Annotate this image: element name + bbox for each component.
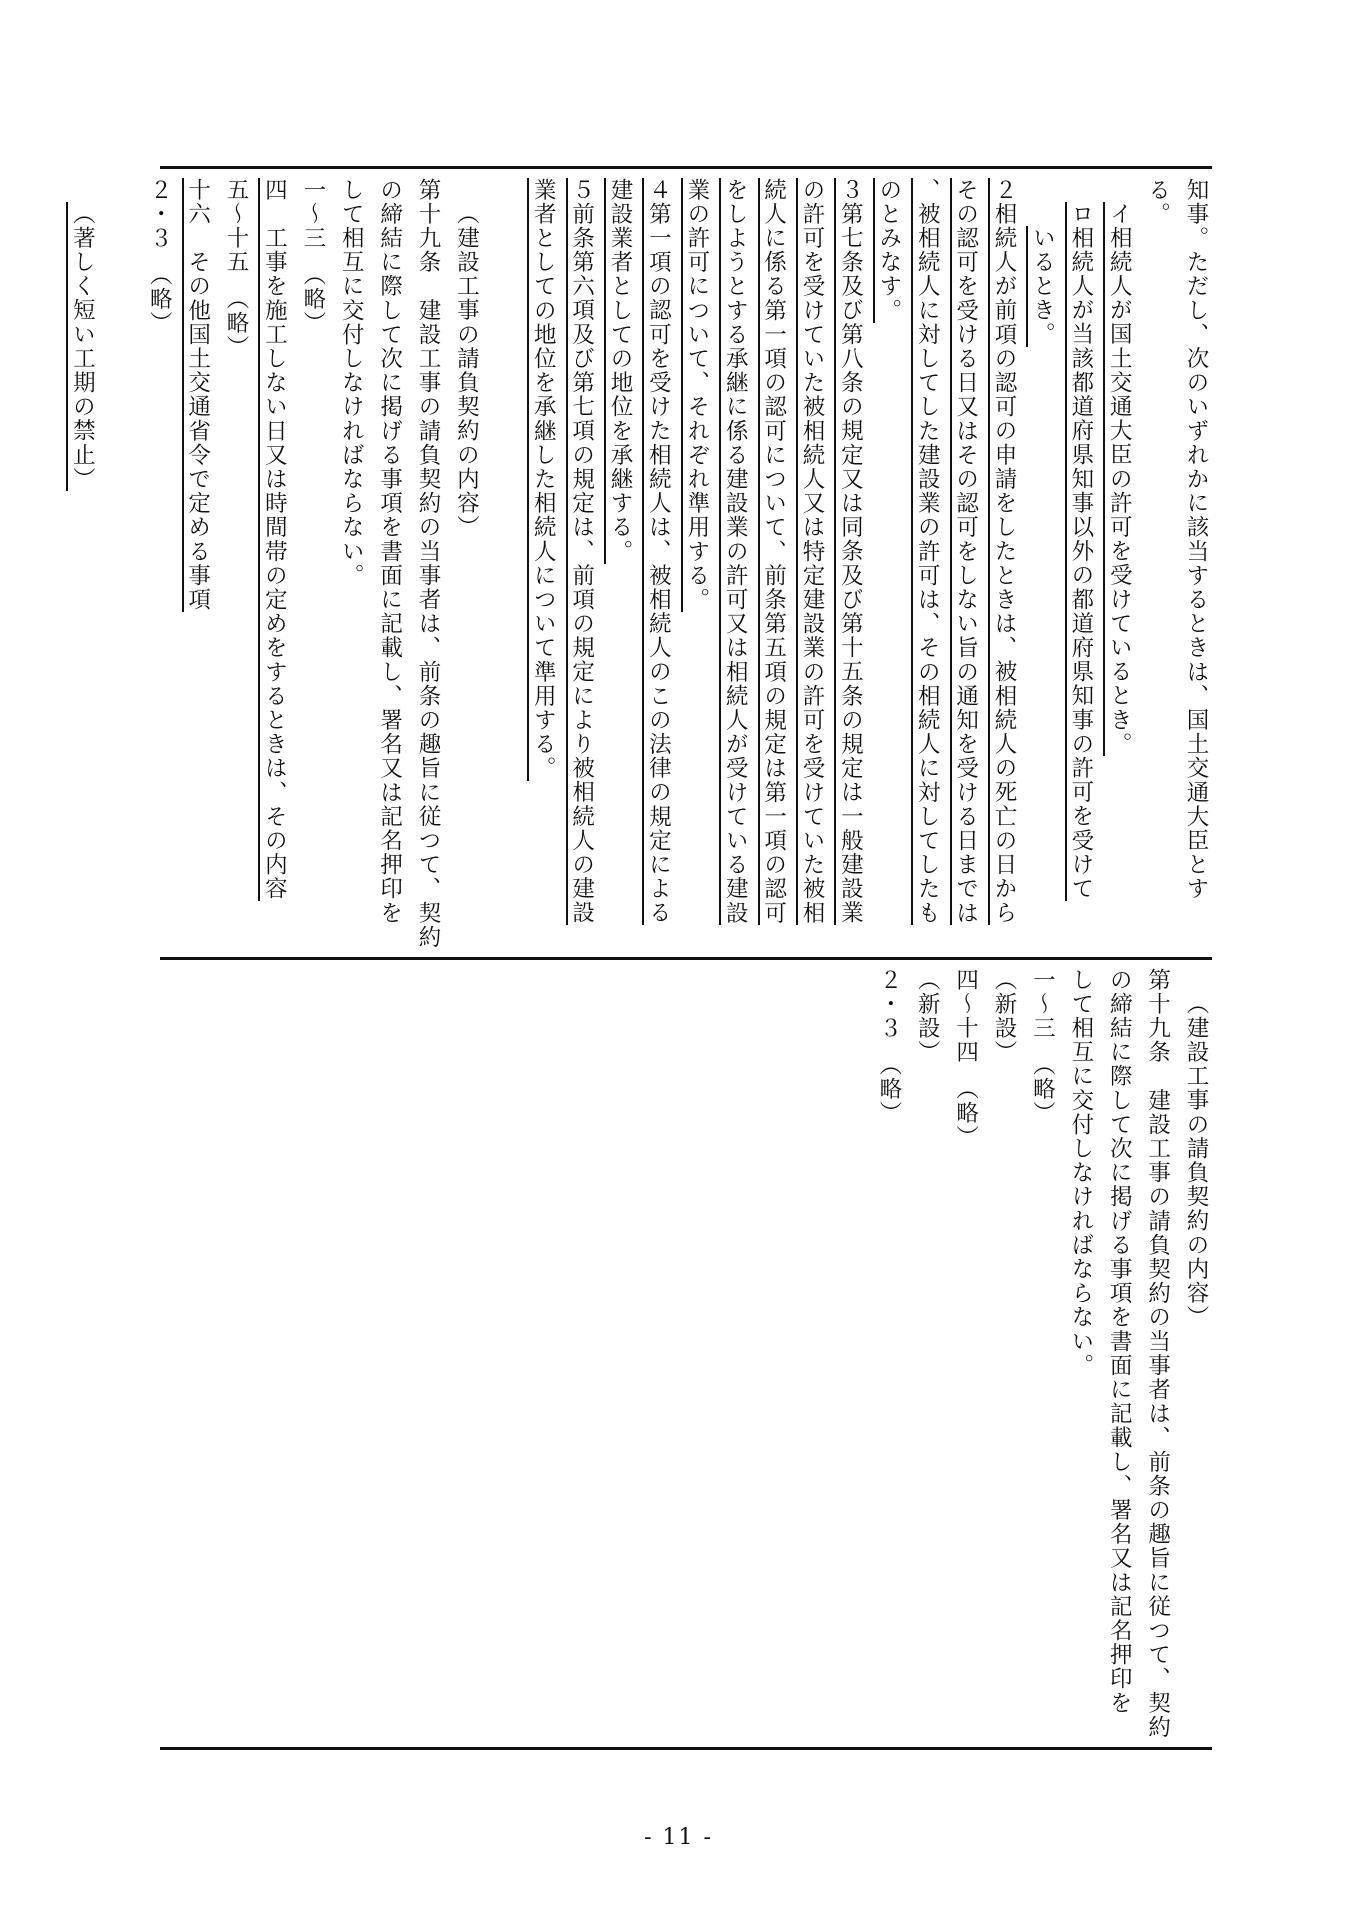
- column-text: （建設工事の請負契約の内容）: [453, 202, 480, 540]
- text-column: [1065, 968, 1097, 1738]
- text-column: [450, 178, 482, 948]
- column-text: 一～三 （略）: [299, 178, 326, 336]
- column-text: 四 工事を施工しない日又は時間帯の定めをするときは、その内容: [258, 178, 287, 901]
- text-column: [834, 178, 866, 948]
- text-column: [988, 968, 1020, 1738]
- column-text: 十六 その他国土交通省令で定める事項: [182, 178, 211, 612]
- text-column: [1103, 178, 1135, 948]
- column-text: 続人に係る第一項の認可について、前条第五項の規定は第一項の認可: [758, 178, 787, 925]
- revised-text-panel: [69, 178, 1212, 950]
- text-column: [604, 178, 636, 948]
- text-column: [527, 178, 559, 948]
- column-text: 建設業者としての地位を承継する。: [604, 178, 633, 564]
- text-column: [374, 178, 406, 948]
- column-text: 一～三 （略）: [1029, 968, 1056, 1126]
- text-column: [258, 178, 290, 948]
- column-text: （建設工事の請負契約の内容）: [1183, 992, 1209, 1330]
- text-column: [719, 178, 751, 948]
- text-column: [1142, 178, 1174, 948]
- text-column: [796, 178, 828, 948]
- bottom-rule: [160, 1747, 1212, 1750]
- column-text: の締結に際して次に掲げる事項を書面に記載し、署名又は記名押印を: [1106, 968, 1133, 1716]
- column-text: 知事。ただし、次のいずれかに該当するときは、国土交通大臣とす: [1183, 178, 1209, 901]
- column-text: 、被相続人に対してした建設業の許可は、その相続人に対してしたも: [911, 178, 940, 925]
- text-column: [642, 178, 674, 948]
- text-column: [950, 178, 982, 948]
- text-column: [297, 178, 329, 948]
- text-column: [1103, 968, 1135, 1738]
- column-text: の許可を受けていた被相続人又は特定建設業の許可を受けていた被相: [796, 178, 825, 925]
- item-marker: イ: [1103, 202, 1132, 226]
- column-text: る。: [1144, 178, 1171, 227]
- column-text: （著しく短い工期の禁止）: [66, 202, 95, 491]
- column-text: （新設）: [914, 968, 941, 1065]
- item-marker: ロ: [1065, 202, 1094, 226]
- text-column: [143, 178, 175, 948]
- current-text-panel: [160, 968, 1212, 1738]
- column-text: 業の許可について、それぞれ準用する。: [681, 178, 710, 612]
- item-marker: ５: [566, 178, 595, 202]
- column-text: して相互に交付しなければならない。: [1067, 968, 1094, 1378]
- item-marker: ３: [834, 178, 863, 202]
- text-column: [1180, 178, 1212, 948]
- text-column: [873, 968, 905, 1738]
- column-text: のとみなす。: [873, 178, 902, 323]
- middle-rule: [160, 957, 1212, 960]
- column-text: 四～十四 （略）: [952, 968, 979, 1150]
- page-number: - 11 -: [644, 1825, 713, 1850]
- text-column: [1026, 178, 1058, 948]
- column-text: 相続人が当該都道府県知事以外の都道府県知事の許可を受けて: [1065, 226, 1094, 901]
- column-text: （新設）: [991, 968, 1017, 1065]
- column-text: その認可を受ける日又はその認可をしない旨の通知を受ける日までは: [950, 178, 979, 925]
- text-column: [873, 178, 905, 948]
- column-text: をしようとする承継に係る建設業の許可又は相続人が受けている建設: [719, 178, 748, 925]
- text-column: [1026, 968, 1058, 1738]
- text-column: [1065, 178, 1097, 948]
- column-text: ２・３ （略）: [146, 178, 173, 336]
- item-marker: ２: [988, 178, 1017, 202]
- text-column: [566, 178, 598, 948]
- column-text: 相続人が国土交通大臣の許可を受けているとき。: [1103, 226, 1132, 756]
- column-text: いるとき。: [1026, 226, 1055, 347]
- text-column: [335, 178, 367, 948]
- column-text: 五～十五 （略）: [223, 178, 249, 360]
- column-text: の締結に際して次に掲げる事項を書面に記載し、署名又は記名押印を: [376, 178, 403, 926]
- item-marker: ４: [642, 178, 671, 202]
- text-column: [911, 178, 943, 948]
- text-column: [911, 968, 943, 1738]
- text-column: [66, 178, 98, 948]
- text-column: [182, 178, 214, 948]
- text-column: [412, 178, 444, 948]
- text-column: [1142, 968, 1174, 1738]
- column-text: 第十九条 建設工事の請負契約の当事者は、前条の趣旨に従つて、契約: [1144, 968, 1171, 1740]
- text-column: [758, 178, 790, 948]
- text-column: [220, 178, 252, 948]
- column-text: して相互に交付しなければならない。: [338, 178, 365, 588]
- column-text: 相続人が前項の認可の申請をしたときは、被相続人の死亡の日から: [988, 202, 1017, 925]
- column-text: 第十九条 建設工事の請負契約の当事者は、前条の趣旨に従つて、契約: [415, 178, 441, 950]
- column-text: 業者としての地位を承継した相続人について準用する。: [527, 178, 556, 781]
- text-column: [681, 178, 713, 948]
- column-text: 第一項の認可を受けた相続人は、被相続人のこの法律の規定による: [642, 202, 671, 925]
- text-column: [950, 968, 982, 1738]
- column-text: 前条第六項及び第七項の規定は、前項の規定により被相続人の建設: [566, 202, 595, 925]
- text-column: [988, 178, 1020, 948]
- column-text: ２・３ （略）: [875, 968, 902, 1126]
- top-rule: [160, 166, 1212, 169]
- text-column: [1180, 968, 1212, 1738]
- column-text: 第七条及び第八条の規定又は同条及び第十五条の規定は一般建設業: [834, 202, 863, 925]
